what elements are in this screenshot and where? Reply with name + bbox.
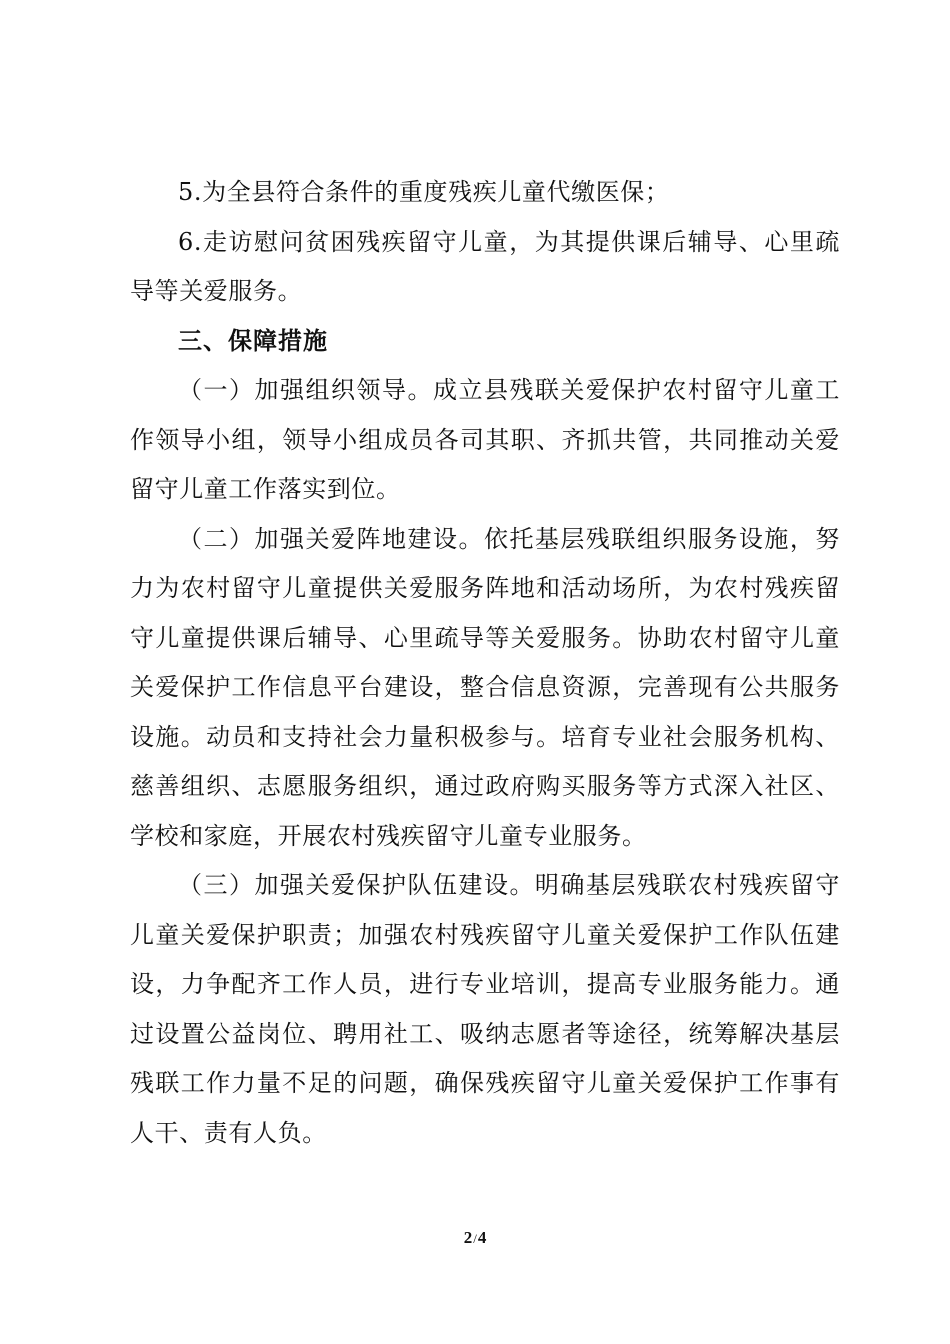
paragraph-measure-2: （二）加强关爱阵地建设。依托基层残联组织服务设施，努力为农村留守儿童提供关爱服务阵地和活动场所，为农村残疾留守儿童提供课后辅导、心里疏导等关爱服务。协助农村留守儿童关爱保护工作信息平台建设，整合信息资源，完善现有公共服务设施。动员和支持社会力量积极参与。培育专业社会服务机构、慈善组织、志愿服务组织，通过政府购买服务等方式深入社区、学校和家庭，开展农村残疾留守儿童专业服务。: [130, 524, 840, 850]
page-separator: /: [473, 1231, 477, 1246]
paragraph-item-6: 6.走访慰问贫困残疾留守儿童，为其提供课后辅导、心里疏导等关爱服务。: [130, 227, 840, 305]
current-page: 2: [463, 1228, 473, 1247]
paragraph-item-5: 5.为全县符合条件的重度残疾儿童代缴医保；: [178, 178, 670, 206]
document-body: [130, 168, 840, 1158]
total-pages: 4: [477, 1228, 487, 1247]
paragraph-measure-3: （三）加强关爱保护队伍建设。明确基层残联农村残疾留守儿童关爱保护职责；加强农村残疾留守儿童关爱保护工作队伍建设，力争配齐工作人员，进行专业培训，提高专业服务能力。通过设置公益岗位、聘用社工、吸纳志愿者等途径，统筹解决基层残联工作力量不足的问题，确保残疾留守儿童关爱保护工作事有人干、责有人负。: [130, 871, 840, 1147]
section-heading: 三、保障措施: [178, 326, 328, 355]
paragraph-measure-1: （一）加强组织领导。成立县残联关爱保护农村留守儿童工作领导小组，领导小组成员各司其职、齐抓共管，共同推动关爱留守儿童工作落实到位。: [130, 376, 840, 503]
page-number: [0, 1228, 950, 1248]
